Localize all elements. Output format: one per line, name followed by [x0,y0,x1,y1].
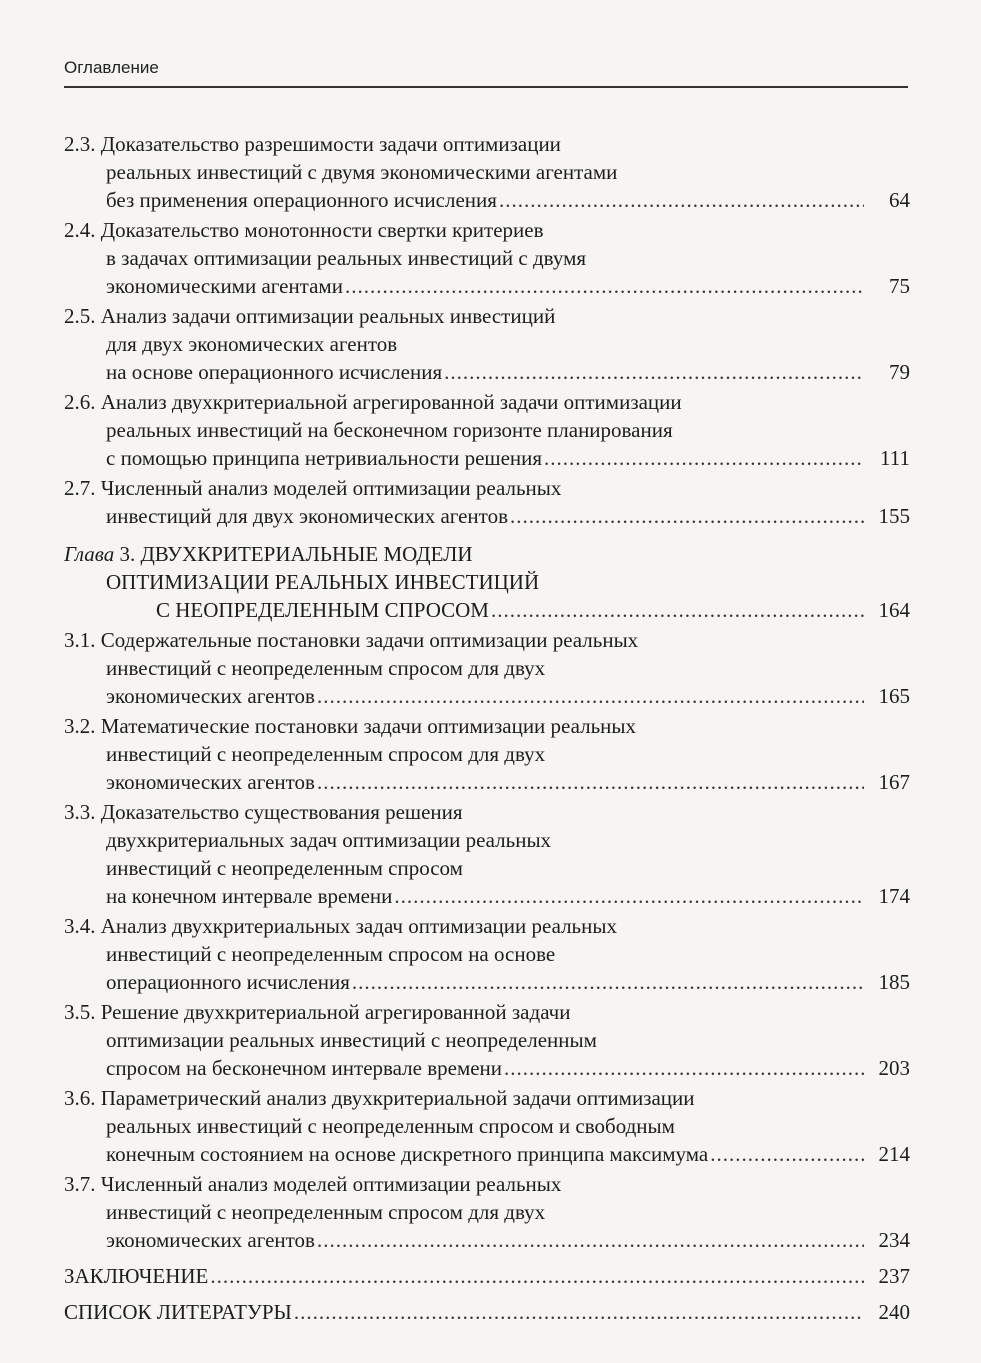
toc-page-number: 240 [878,1300,910,1324]
toc-entry-title: ЗАКЛЮЧЕНИЕ [64,1264,209,1288]
leader-dots [544,444,864,472]
toc-entry-3-2[interactable] [64,712,910,796]
leader-dots [444,358,864,386]
toc-entry-title-cont: реальных инвестиций на бесконечном горизонте планирования [106,418,673,442]
leader-dots [317,1226,864,1254]
toc-page-number: 237 [878,1264,910,1288]
toc-page-number: 111 [880,446,910,470]
toc-entry-title: 2.6. Анализ двухкритериальной агрегированной задачи оптимизации [64,390,682,414]
toc-entry-title: 3.5. Решение двухкритериальной агрегированной задачи [64,1000,571,1024]
toc-entry-3-4[interactable] [64,912,910,996]
toc-entry-2-7[interactable] [64,474,910,530]
toc-page-number: 164 [878,598,910,622]
toc-entry-title-cont: на основе операционного исчисления [106,360,443,384]
toc-page-number: 203 [878,1056,910,1080]
toc-entry-title: 2.4. Доказательство монотонности свертки критериев [64,218,544,242]
chapter-title: 3. ДВУХКРИТЕРИАЛЬНЫЕ МОДЕЛИ [114,542,473,566]
leader-dots [317,768,864,796]
toc-entry-title: 3.3. Доказательство существования решения [64,800,463,824]
leader-dots [345,272,864,300]
toc-entry-title-cont: инвестиций с неопределенным спросом на основе [106,942,556,966]
toc-page-number: 165 [878,684,910,708]
toc-entry-title-cont: инвестиций для двух экономических агентов [106,504,508,528]
toc-entry-title-cont: экономических агентов [106,684,315,708]
toc-entry-conclusion[interactable] [64,1262,910,1290]
toc-entry-3-6[interactable] [64,1084,910,1168]
toc-entry-title-cont: реальных инвестиций с неопределенным спросом и свободным [106,1114,675,1138]
toc-page-number: 155 [878,504,910,528]
toc-entry-3-3[interactable] [64,798,910,910]
toc-entry-bibliography[interactable] [64,1298,910,1326]
toc-entry-title-cont: спросом на бесконечном интервале времени [106,1056,503,1080]
leader-dots [510,502,864,530]
leader-dots [394,882,864,910]
toc-entry-title: 3.4. Анализ двухкритериальных задач оптимизации реальных [64,914,617,938]
toc-entry-title-cont: с помощью принципа нетривиальности решения [106,446,543,470]
toc-chapter-3[interactable] [64,540,910,624]
toc-entry-3-7[interactable] [64,1170,910,1254]
toc-entry-title-cont: двухкритериальных задач оптимизации реальных [106,828,552,852]
toc-entry-title-cont: конечным состоянием на основе дискретного принципа максимума [106,1142,709,1166]
running-header-title: Оглавление [64,58,159,77]
toc-entry-2-6[interactable] [64,388,910,472]
leader-dots [317,682,864,710]
toc-entry-title: СПИСОК ЛИТЕРАТУРЫ [64,1300,292,1324]
toc-entry-title: 3.6. Параметрический анализ двухкритериальной задачи оптимизации [64,1086,695,1110]
toc-page-number: 75 [889,274,910,298]
table-of-contents [64,130,910,1328]
toc-entry-title-cont: без применения операционного исчисления [106,188,497,212]
toc-entry-title: 3.1. Содержательные постановки задачи оптимизации реальных [64,628,639,652]
toc-entry-3-1[interactable] [64,626,910,710]
toc-entry-title-cont: операционного исчисления [106,970,350,994]
toc-entry-title-cont: на конечном интервале времени [106,884,393,908]
toc-entry-title-cont: инвестиций с неопределенным спросом для двух [106,742,546,766]
leader-dots [352,968,864,996]
toc-page-number: 214 [878,1142,910,1166]
toc-entry-title: 3.2. Математические постановки задачи оптимизации реальных [64,714,637,738]
leader-dots [294,1298,864,1326]
leader-dots [499,186,864,214]
toc-entry-2-5[interactable] [64,302,910,386]
chapter-title-cont: ОПТИМИЗАЦИИ РЕАЛЬНЫХ ИНВЕСТИЦИЙ [106,570,540,594]
toc-page-number: 174 [878,884,910,908]
toc-entry-title-cont: инвестиций с неопределенным спросом [106,856,463,880]
leader-dots [491,596,864,624]
toc-entry-2-3[interactable] [64,130,910,214]
toc-page-number: 167 [878,770,910,794]
running-header [64,58,908,88]
toc-entry-title: 2.3. Доказательство разрешимости задачи оптимизации [64,132,561,156]
toc-entry-2-4[interactable] [64,216,910,300]
toc-entry-title-cont: экономическими агентами [106,274,343,298]
toc-page-number: 79 [889,360,910,384]
chapter-title-cont: С НЕОПРЕДЕЛЕННЫМ СПРОСОМ [156,598,489,622]
toc-page-number: 234 [878,1228,910,1252]
toc-entry-title-cont: инвестиций с неопределенным спросом для двух [106,1200,546,1224]
toc-entry-title-cont: для двух экономических агентов [106,332,398,356]
toc-entry-3-5[interactable] [64,998,910,1082]
toc-entry-title-cont: экономических агентов [106,770,315,794]
leader-dots [504,1054,864,1082]
toc-entry-title-cont: экономических агентов [106,1228,315,1252]
toc-entry-title-cont: в задачах оптимизации реальных инвестиций с двумя [106,246,587,270]
toc-entry-title-cont: оптимизации реальных инвестиций с неопределенным [106,1028,597,1052]
toc-page-number: 185 [878,970,910,994]
leader-dots [710,1140,864,1168]
toc-page-number: 64 [889,188,910,212]
toc-entry-title: 2.7. Численный анализ моделей оптимизации реальных [64,476,562,500]
chapter-label: Глава [64,542,115,566]
toc-entry-title-cont: инвестиций с неопределенным спросом для двух [106,656,546,680]
toc-entry-title-cont: реальных инвестиций с двумя экономическими агентами [106,160,618,184]
toc-entry-title: 3.7. Численный анализ моделей оптимизации реальных [64,1172,562,1196]
toc-entry-title: 2.5. Анализ задачи оптимизации реальных инвестиций [64,304,556,328]
leader-dots [210,1262,864,1290]
